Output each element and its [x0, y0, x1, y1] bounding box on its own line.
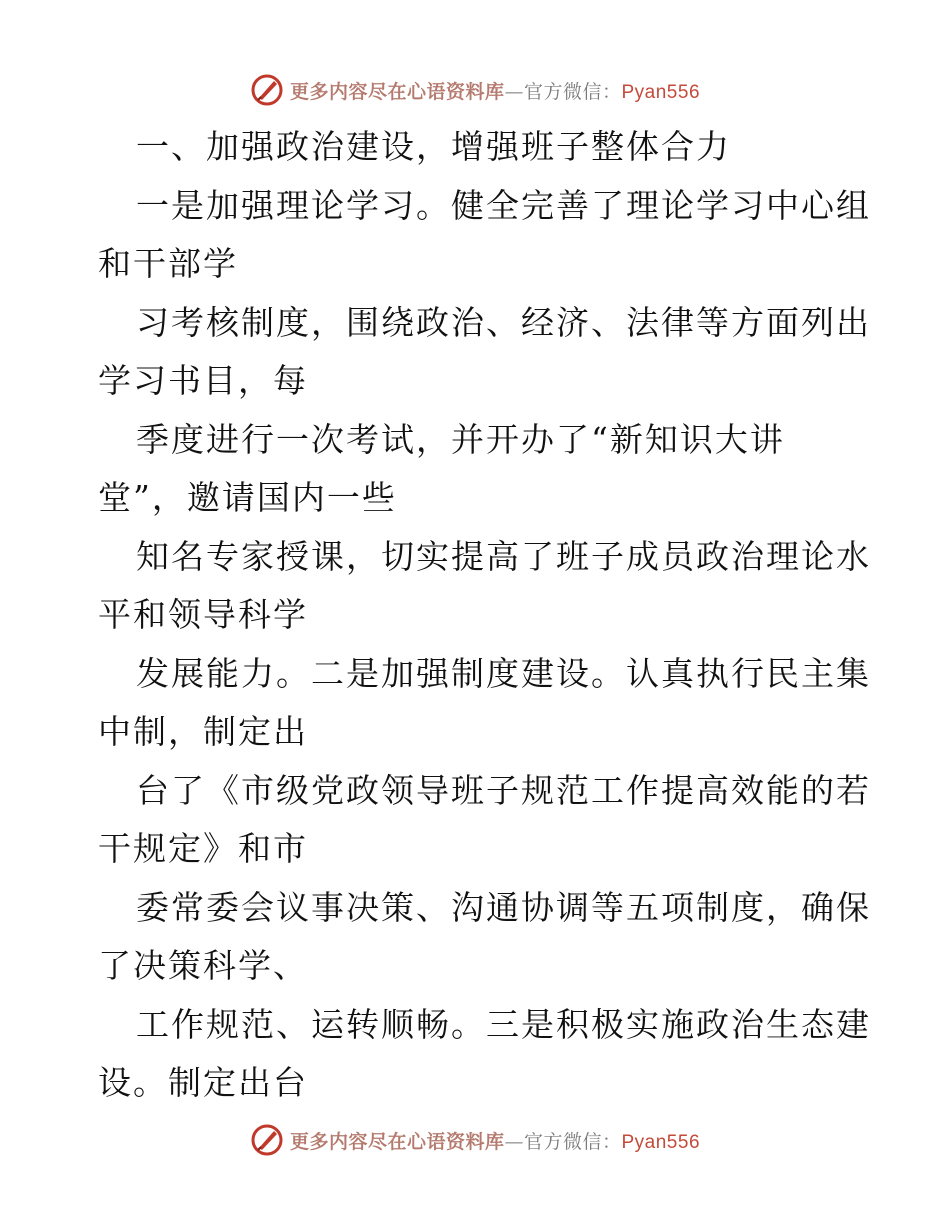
watermark-dash: —: [504, 1130, 524, 1153]
paragraph-line: 发展能力。二是加强制度建设。认真执行民主集: [136, 653, 871, 693]
header-watermark: [0, 70, 950, 110]
paragraph-line: 学习书目，每: [98, 361, 308, 400]
paragraph-line: 堂”，邀请国内一些: [98, 478, 397, 517]
watermark-wechat-id: Pyan556: [621, 1131, 701, 1153]
watermark-official-label: 官方微信：: [523, 80, 622, 103]
paragraph-line: 平和领导科学: [98, 595, 308, 634]
quill-pen-logo-icon: [250, 73, 284, 107]
watermark-site-text: 更多内容尽在心语资料库: [289, 1130, 505, 1153]
watermark-official-label: 官方微信：: [523, 1130, 622, 1153]
watermark-site-text: 更多内容尽在心语资料库: [289, 80, 505, 103]
quill-pen-logo-icon: [250, 1123, 284, 1157]
paragraph-line: 和干部学: [98, 244, 238, 283]
watermark-wechat-id: Pyan556: [621, 81, 701, 103]
paragraph-line: 干规定》和市: [98, 829, 308, 868]
paragraph-line: 中制，制定出: [98, 712, 308, 751]
paragraph-line: 知名专家授课，切实提高了班子成员政治理论水: [136, 536, 871, 576]
heading-line: 一、加强政治建设，增强班子整体合力: [136, 127, 731, 166]
footer-watermark: [0, 1120, 950, 1160]
paragraph-line: 一是加强理论学习。健全完善了理论学习中心组: [136, 185, 871, 225]
document-body: [98, 118, 871, 1113]
paragraph-line: 季度进行一次考试，并开办了“新知识大讲: [136, 419, 785, 459]
paragraph-line: 设。制定出台: [98, 1063, 308, 1102]
watermark-dash: —: [504, 80, 524, 103]
paragraph-line: 习考核制度，围绕政治、经济、法律等方面列出: [136, 302, 871, 342]
paragraph-line: 工作规范、运转顺畅。三是积极实施政治生态建: [136, 1004, 871, 1044]
paragraph-line: 委常委会议事决策、沟通协调等五项制度，确保: [136, 887, 871, 927]
paragraph-line: 台了《市级党政领导班子规范工作提高效能的若: [136, 770, 871, 810]
paragraph-line: 了决策科学、: [98, 946, 308, 985]
